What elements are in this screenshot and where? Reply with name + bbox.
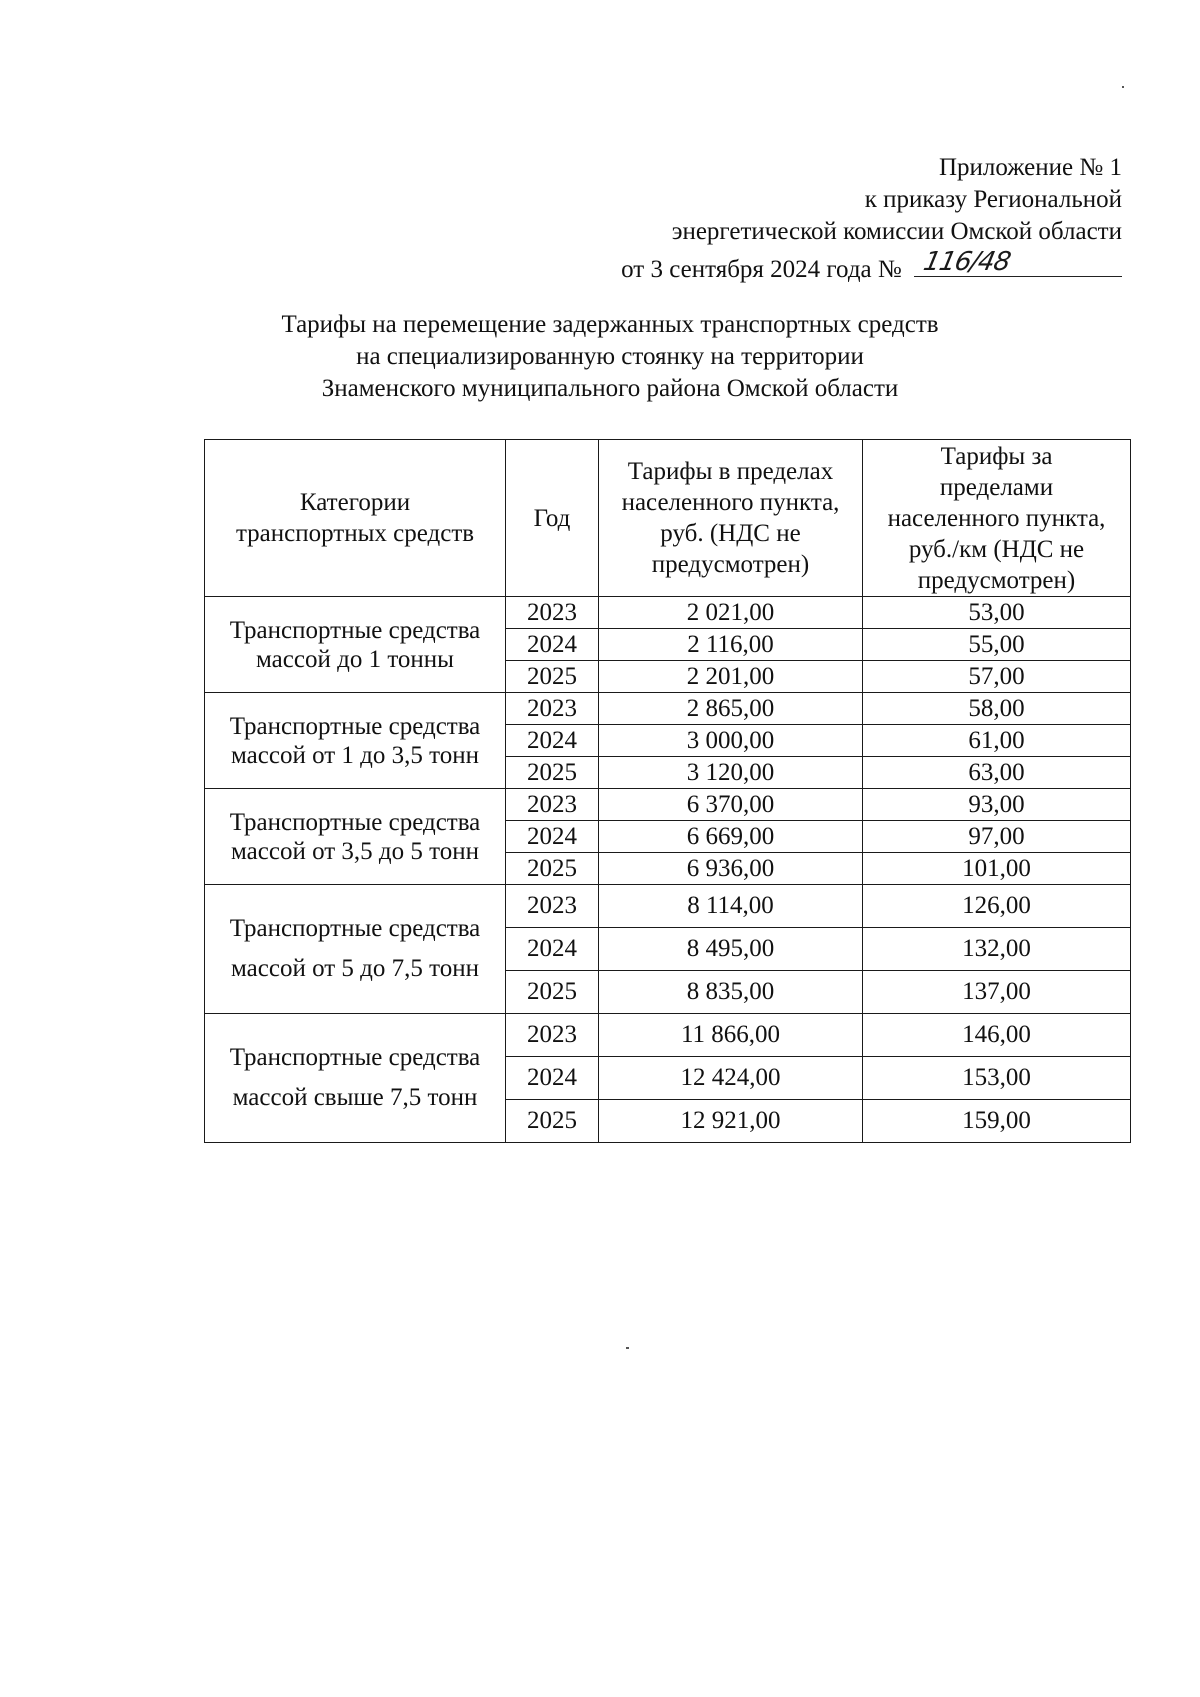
inside-tariff-cell: 6 370,00 — [599, 789, 863, 821]
year-cell: 2025 — [506, 757, 599, 789]
year-cell: 2024 — [506, 629, 599, 661]
header-inside-line: населенного пункта, — [621, 489, 840, 516]
tariffs-table — [204, 439, 1131, 1143]
order-number-field — [914, 248, 1122, 277]
category-line: Транспортные средства — [229, 1044, 481, 1071]
outside-tariff-cell: 55,00 — [863, 629, 1131, 661]
outside-tariff-cell: 93,00 — [863, 789, 1131, 821]
title-line-2: на специализированную стоянку на территории — [356, 343, 864, 370]
outside-tariff-cell: 137,00 — [863, 971, 1131, 1014]
outside-tariff-cell: 97,00 — [863, 821, 1131, 853]
header-inside-line: руб. (НДС не — [660, 520, 801, 547]
outside-tariff-cell: 146,00 — [863, 1014, 1131, 1057]
outside-tariff-cell: 132,00 — [863, 928, 1131, 971]
appendix-order-ref: к приказу Региональной — [864, 186, 1122, 213]
inside-tariff-cell: 3 000,00 — [599, 725, 863, 757]
title-line-1: Тарифы на перемещение задержанных транспортных средств — [281, 311, 939, 338]
header-outside-line: руб./км (НДС не — [908, 535, 1085, 563]
table-row — [205, 789, 1131, 821]
inside-tariff-cell: 12 424,00 — [599, 1057, 863, 1100]
header-outside — [863, 440, 1131, 597]
inside-tariff-cell: 2 021,00 — [599, 597, 863, 629]
category-line: массой от 3,5 до 5 тонн — [231, 837, 479, 865]
header-inside — [599, 440, 863, 597]
header-outside-line: предусмотрен) — [917, 566, 1076, 594]
year-cell: 2023 — [506, 597, 599, 629]
year-cell: 2024 — [506, 725, 599, 757]
table-row — [205, 1014, 1131, 1057]
table-row — [205, 693, 1131, 725]
year-cell: 2024 — [506, 928, 599, 971]
outside-tariff-cell: 153,00 — [863, 1057, 1131, 1100]
table-header-row — [205, 440, 1131, 597]
header-category — [205, 440, 506, 597]
inside-tariff-cell: 11 866,00 — [599, 1014, 863, 1057]
inside-tariff-cell: 2 865,00 — [599, 693, 863, 725]
outside-tariff-cell: 58,00 — [863, 693, 1131, 725]
inside-tariff-cell: 12 921,00 — [599, 1100, 863, 1143]
year-cell: 2025 — [506, 971, 599, 1014]
header-inside-line: Тарифы в пределах — [627, 458, 834, 485]
outside-tariff-cell: 159,00 — [863, 1100, 1131, 1143]
year-cell: 2025 — [506, 1100, 599, 1143]
category-line: Транспортные средства — [229, 808, 481, 836]
inside-tariff-cell: 8 835,00 — [599, 971, 863, 1014]
inside-tariff-cell: 2 201,00 — [599, 661, 863, 693]
document-title — [220, 309, 1000, 405]
inside-tariff-cell: 3 120,00 — [599, 757, 863, 789]
scan-speck — [626, 1347, 629, 1349]
header-outside-line: пределами — [939, 473, 1054, 501]
appendix-header — [562, 152, 1122, 286]
year-cell: 2023 — [506, 693, 599, 725]
category-cell — [205, 789, 506, 885]
order-number-handwritten: 116/48 — [920, 247, 1013, 277]
appendix-date-line — [562, 248, 1122, 286]
header-outside-line: Тарифы за — [940, 442, 1053, 470]
header-outside-line: населенного пункта, — [887, 504, 1106, 532]
header-category-line: транспортных средств — [235, 520, 475, 547]
category-line: массой от 1 до 3,5 тонн — [231, 741, 479, 769]
header-inside-line: предусмотрен) — [651, 551, 810, 578]
year-cell: 2023 — [506, 789, 599, 821]
appendix-date: от 3 сентября 2024 года № — [621, 256, 902, 283]
category-line: Транспортные средства — [229, 712, 481, 740]
outside-tariff-cell: 53,00 — [863, 597, 1131, 629]
category-cell — [205, 885, 506, 1014]
outside-tariff-cell: 61,00 — [863, 725, 1131, 757]
category-cell — [205, 597, 506, 693]
appendix-commission: энергетической комиссии Омской области — [671, 218, 1122, 245]
title-line-3: Знаменского муниципального района Омской области — [321, 375, 899, 402]
year-cell: 2024 — [506, 821, 599, 853]
inside-tariff-cell: 8 114,00 — [599, 885, 863, 928]
inside-tariff-cell: 2 116,00 — [599, 629, 863, 661]
outside-tariff-cell: 126,00 — [863, 885, 1131, 928]
year-cell: 2023 — [506, 1014, 599, 1057]
year-cell: 2025 — [506, 661, 599, 693]
year-cell: 2025 — [506, 853, 599, 885]
appendix-number: Приложение № 1 — [938, 154, 1122, 181]
outside-tariff-cell: 101,00 — [863, 853, 1131, 885]
category-line: Транспортные средства — [229, 616, 481, 644]
year-cell: 2024 — [506, 1057, 599, 1100]
inside-tariff-cell: 8 495,00 — [599, 928, 863, 971]
inside-tariff-cell: 6 669,00 — [599, 821, 863, 853]
inside-tariff-cell: 6 936,00 — [599, 853, 863, 885]
category-line: массой до 1 тонны — [256, 645, 454, 673]
category-line: Транспортные средства — [229, 915, 481, 942]
year-cell: 2023 — [506, 885, 599, 928]
header-year: Год — [506, 440, 599, 597]
category-cell — [205, 1014, 506, 1143]
outside-tariff-cell: 57,00 — [863, 661, 1131, 693]
table-row — [205, 885, 1131, 928]
category-line: массой свыше 7,5 тонн — [232, 1084, 478, 1111]
category-line: массой от 5 до 7,5 тонн — [231, 955, 479, 982]
header-category-line: Категории — [299, 489, 411, 516]
table-row — [205, 597, 1131, 629]
outside-tariff-cell: 63,00 — [863, 757, 1131, 789]
category-cell — [205, 693, 506, 789]
scan-speck — [1122, 86, 1124, 88]
